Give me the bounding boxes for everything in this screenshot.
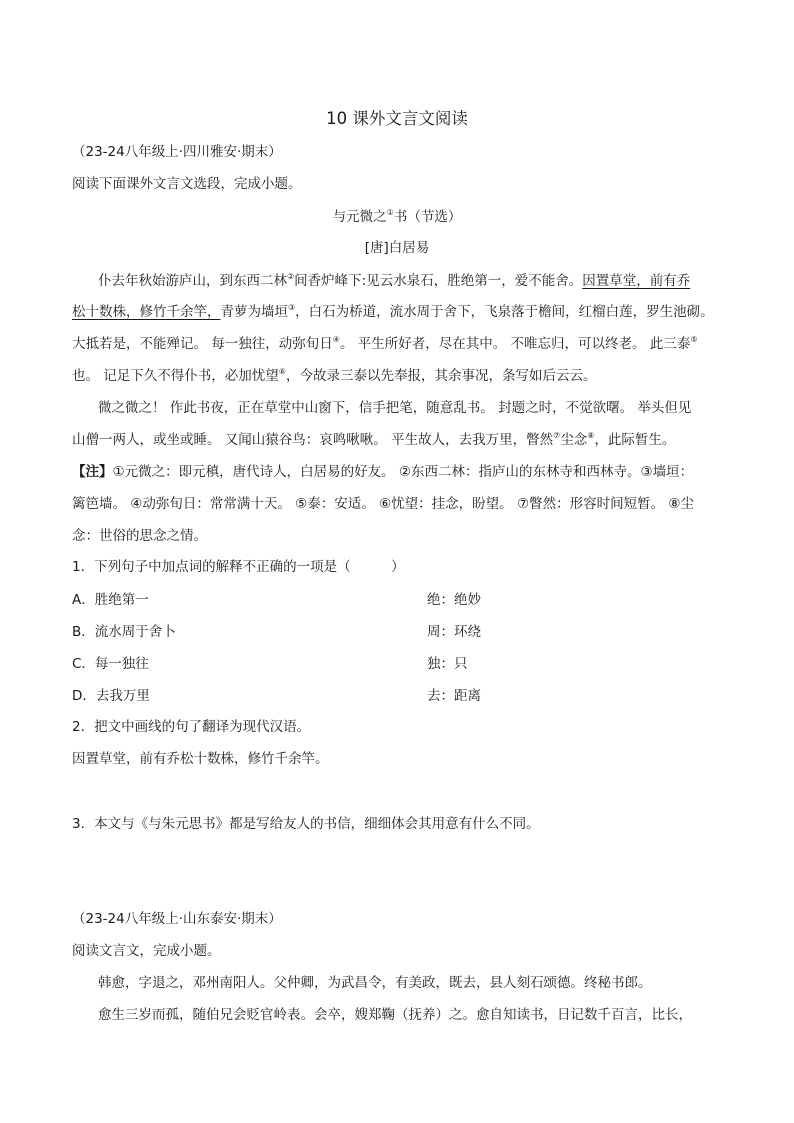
passage-p1-line3: 大抵若是，不能殚记。 每一独往，动弥旬日④。 平生所好者，尽在其中。 不唯忘归，可以终老。 此三泰⑤ <box>72 335 698 352</box>
document-page <box>72 0 722 1123</box>
passage-p2-line2: 山僧一两人，或坐或睡。 又闻山猿谷鸟：哀鸣啾啾。 平生故人，去我万里，瞥然⑦尘念⑧，此际暂生。 <box>72 431 676 448</box>
option-a[interactable]: A．胜绝第一 绝：绝妙 <box>72 592 481 608</box>
question-1: 1．下列句子中加点词的解释不正确的一项是（ ） <box>72 559 405 575</box>
option-c[interactable]: C．每一独往 独：只 <box>72 656 468 672</box>
underlined-sentence: 因置草堂，前有乔 <box>582 273 691 289</box>
passage-p1-line4: 也。 记足下久不得仆书，必加忧望⑥，今故录三泰以先奉报，其余事况，条写如后云云。 <box>72 367 597 384</box>
section1-instruction: 阅读下面课外文言文选段，完成小题。 <box>72 176 302 192</box>
question-2-sentence: 因置草堂，前有乔松十数株，修竹千余竿。 <box>72 751 329 767</box>
passage-p1-line2: 松十数株，修竹千余竿，青萝为墙垣③，白石为桥道，流水周于舍下，飞泉落于檐间，红榴白莲，罗生池砌。 <box>72 303 714 320</box>
question-2: 2．把文中画线的句了翻译为现代汉语。 <box>72 719 311 735</box>
section2-source: （23-24八年级上·山东泰安·期末） <box>72 911 282 927</box>
notes-line3: 念：世俗的思念之情。 <box>72 528 207 544</box>
notes-line2: 篱笆墙。 ④动弥旬日：常常满十天。 ⑤泰：安适。 ⑥忧望：挂念，盼望。 ⑦瞥然：形容时间短暂。 ⑧尘 <box>72 496 694 512</box>
question-3: 3．本文与《与朱元思书》都是写给友人的书信，细细体会其用意有什么不同。 <box>72 816 540 832</box>
notes-tag: 【注】 <box>72 464 113 480</box>
passage-p2-line1: 微之微之！ 作此书夜，正在草堂中山窗下，信手把笔，随意乱书。 封题之时，不觉欲曙。 举头但见 <box>98 400 692 416</box>
passage-heading: 与元微之①书（节选） <box>332 208 462 225</box>
passage-p1-line1: 仆去年秋始游庐山，到东西二林②间香炉峰下:见云水泉石，胜绝第一，爱不能舍。因置草堂，前有乔 <box>98 272 691 289</box>
section1-source: （23-24八年级上·四川雅安·期末） <box>72 144 282 160</box>
option-b[interactable]: B．流水周于舍卜 周：环绕 <box>72 624 481 640</box>
page-title: 10 课外文言文阅读 <box>326 109 468 128</box>
section2-instruction: 阅读文言文，完成小题。 <box>72 943 221 959</box>
section2-p1: 韩愈，字退之，邓州南阳人。父仲卿，为武昌令，有美政，既去，县人刻石颂德。终秘书郎。 <box>98 975 652 991</box>
passage-author: [唐]白居易 <box>364 240 430 256</box>
underlined-sentence: 松十数株，修竹千余竿， <box>72 304 221 320</box>
notes-line1: 【注】①元微之：即元稹，唐代诗人，白居易的好友。 ②东西二林：指庐山的东林寺和西林寺。③墙垣： <box>72 464 694 480</box>
section2-p2: 愈生三岁而孤，随伯兄会贬官岭表。会卒，嫂郑鞠（抚养）之。愈自知读书，日记数千百言，比长， <box>98 1007 692 1023</box>
option-d[interactable]: D．去我万里 去：距离 <box>72 688 481 704</box>
